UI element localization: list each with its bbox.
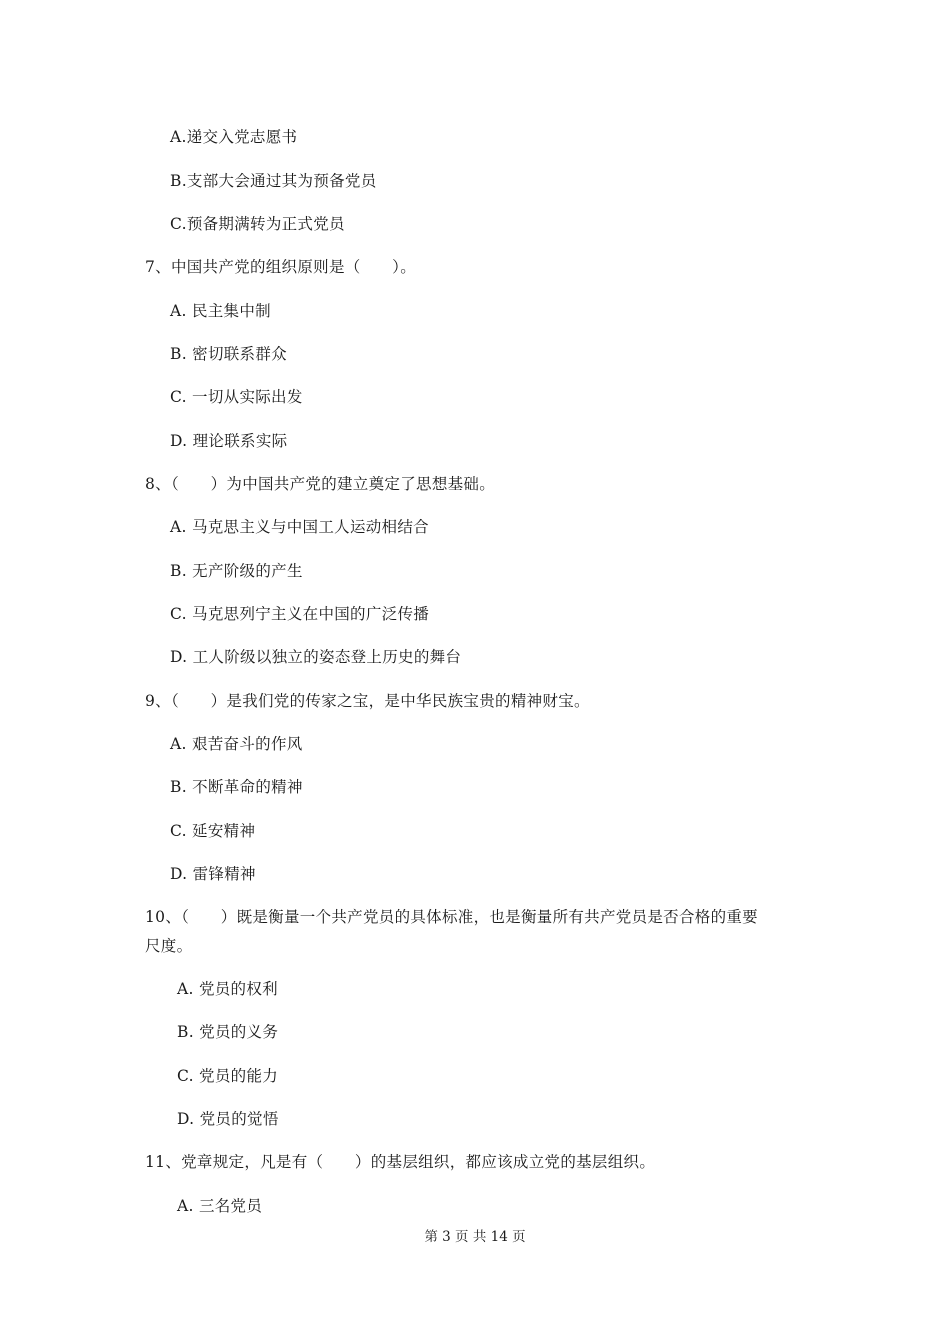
q7-option-b: B. 密切联系群众: [170, 345, 287, 363]
q10-question-line2: 尺度。: [145, 937, 193, 955]
q7-option-d: D. 理论联系实际: [170, 432, 288, 450]
q7-option-c: C. 一切从实际出发: [170, 388, 303, 406]
q6-option-a: A.递交入党志愿书: [170, 128, 298, 146]
q10-option-d: D. 党员的觉悟: [177, 1110, 279, 1128]
q9-question: 9、（ ）是我们党的传家之宝，是中华民族宝贵的精神财宝。: [145, 692, 590, 710]
q8-option-a: A. 马克思主义与中国工人运动相结合: [170, 518, 429, 536]
q11-question: 11、党章规定，凡是有（ ）的基层组织，都应该成立党的基层组织。: [145, 1153, 656, 1171]
q11-option-a: A. 三名党员: [177, 1197, 263, 1215]
q10-option-c: C. 党员的能力: [177, 1067, 279, 1085]
q9-option-a: A. 艰苦奋斗的作风: [170, 735, 303, 753]
q10-option-a: A. 党员的权利: [177, 980, 278, 998]
q9-option-b: B. 不断革命的精神: [170, 778, 303, 796]
q9-option-c: C. 延安精神: [170, 822, 256, 840]
page-number-footer: 第 3 页 共 14 页: [424, 1229, 526, 1245]
q6-option-b: B.支部大会通过其为预备党员: [170, 172, 377, 190]
q8-option-d: D. 工人阶级以独立的姿态登上历史的舞台: [170, 648, 462, 666]
q7-question: 7、中国共产党的组织原则是（ ）。: [145, 258, 417, 276]
q10-option-b: B. 党员的义务: [177, 1023, 279, 1041]
q7-option-a: A. 民主集中制: [170, 302, 271, 320]
q6-option-c: C.预备期满转为正式党员: [170, 215, 345, 233]
q8-option-c: C. 马克思列宁主义在中国的广泛传播: [170, 605, 430, 623]
q8-option-b: B. 无产阶级的产生: [170, 562, 303, 580]
q8-question: 8、（ ）为中国共产党的建立奠定了思想基础。: [145, 475, 496, 493]
q9-option-d: D. 雷锋精神: [170, 865, 256, 883]
q10-question-line1: 10、（ ）既是衡量一个共产党员的具体标准，也是衡量所有共产党员是否合格的重要: [145, 908, 758, 926]
